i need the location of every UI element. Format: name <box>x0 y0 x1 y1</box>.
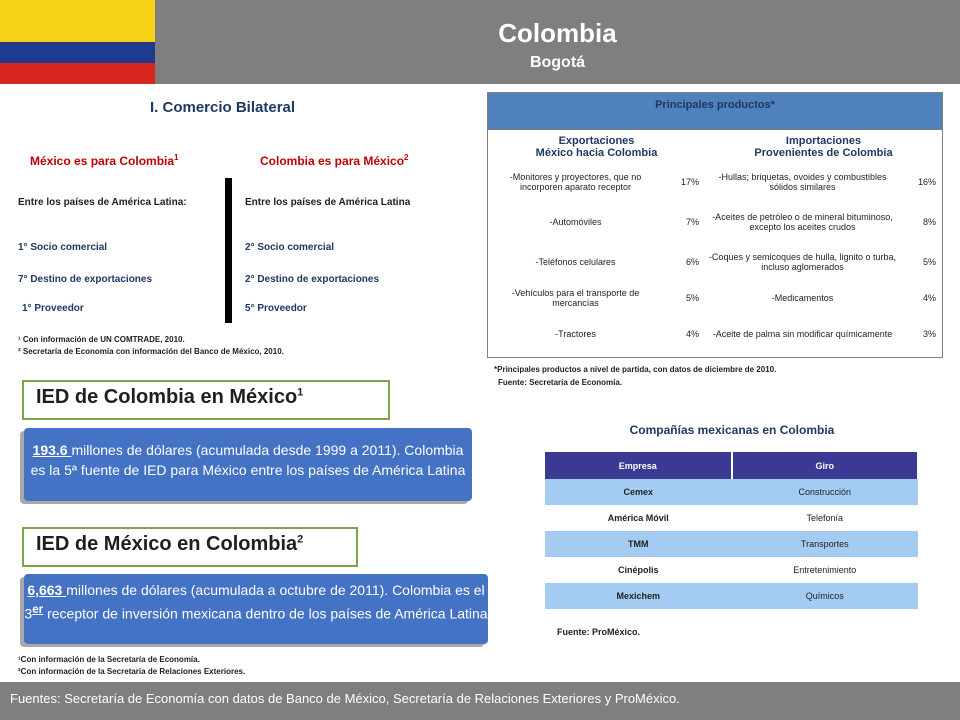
left-rank-destino: 7° Destino de exportaciones <box>18 274 153 285</box>
table-row: Cinépolis Entretenimiento <box>617 565 857 575</box>
left-column-title: México es para Colombia$^1$ <box>30 153 179 168</box>
companies-header-empresa: Empresa <box>545 452 732 479</box>
companies-source: Fuente: ProMéxico. <box>557 627 641 637</box>
table-row: -Automóviles 7% -Aceites de petróleo o de mineral bituminoso, excepto los aceites crudos 8% <box>549 212 936 232</box>
right-rank-destino: 2° Destino de exportaciones <box>245 274 380 285</box>
table-row: -Monitores y proyectores, que no incorporen aparato receptor 17% -Hullas; briquetas, ovoides y combustibles sólidos similares 16% <box>509 172 936 192</box>
right-rank-proveedor: 5° Proveedor <box>245 303 307 314</box>
right-column-title: Colombia es para México$^2$ <box>260 153 409 168</box>
companies-title: Compañías mexicanas en Colombia <box>629 423 835 437</box>
table-row: Mexichem Químicos <box>545 583 918 609</box>
footnote-1: ¹ Con información de UN COMTRADE, 2010. <box>18 335 185 344</box>
products-table <box>487 92 943 358</box>
section-title-comercio: I. Comercio Bilateral <box>150 99 296 116</box>
left-intro: Entre los países de América Latina: <box>18 197 187 208</box>
ied-colombia-box <box>24 428 472 501</box>
ied-colombia-amount: 193.6 <box>32 442 72 458</box>
ied-mexico-box: 6,663 millones de dólares (acumulada a octubre de 2011). Colombia es el 3er receptor de inversión mexicana dentro de los países de América Latina <box>24 574 488 644</box>
products-title: Principales productos* <box>488 93 942 130</box>
companies-table <box>545 452 919 609</box>
table-row: -Vehículos para el transporte de mercancías 5% -Medicamentos 4% <box>511 288 936 308</box>
ied-footnote-1: ¹Con información de la Secretaría de Economía. <box>18 655 200 664</box>
footnote-2: ² Secretaría de Economía con información del Banco de México, 2010. <box>18 347 284 356</box>
left-rank-proveedor: 1° Proveedor <box>22 303 84 314</box>
table-row: América Móvil Telefonía <box>607 513 844 523</box>
table-row: -Teléfonos celulares 6% -Coques y semicoques de hulla, lignito o turba, incluso aglomerados 5% <box>535 252 936 272</box>
right-intro: Entre los países de América Latina <box>245 197 411 208</box>
ied-colombia-title: IED de Colombia en México$^1$ <box>22 380 390 420</box>
page-subtitle: Bogotá <box>529 54 586 71</box>
ied-footnote-2: ²Con información de la Secretaría de Relaciones Exteriores. <box>18 667 246 676</box>
products-source: Fuente: Secretaría de Economía. <box>498 378 623 387</box>
footer-sources: Fuentes: Secretaría de Economía con datos de Banco de México, Secretaría de Relaciones Exteriores y ProMéxico. <box>0 682 960 720</box>
table-row: -Tractores 4% -Aceite de palma sin modificar químicamente 3% <box>555 329 936 339</box>
products-note: *Principales productos a nivel de partida, con datos de diciembre de 2010. <box>494 365 777 374</box>
page-title: Colombia <box>498 18 617 48</box>
table-row: TMM Transportes <box>545 531 918 557</box>
exports-header: Exportaciones México hacia Colombia <box>535 135 658 159</box>
ied-colombia-text: millones de dólares (acumulada desde 1999 a 2011). Colombia es la 5ª fuente de IED para México entre los países de América Latina <box>30 442 466 478</box>
column-divider <box>225 178 232 323</box>
table-row: Cemex Construcción <box>545 479 918 505</box>
header-bar <box>0 0 960 84</box>
ied-mexico-title: IED de México en Colombia$^2$ <box>22 527 358 567</box>
ied-mexico-amount: 6,663 <box>27 582 67 598</box>
companies-header-giro: Giro <box>732 452 919 479</box>
imports-header: Importaciones Provenientes de Colombia <box>754 135 893 159</box>
colombia-flag-icon <box>0 0 155 84</box>
right-rank-socio: 2° Socio comercial <box>245 242 335 253</box>
left-rank-socio: 1° Socio comercial <box>18 242 108 253</box>
